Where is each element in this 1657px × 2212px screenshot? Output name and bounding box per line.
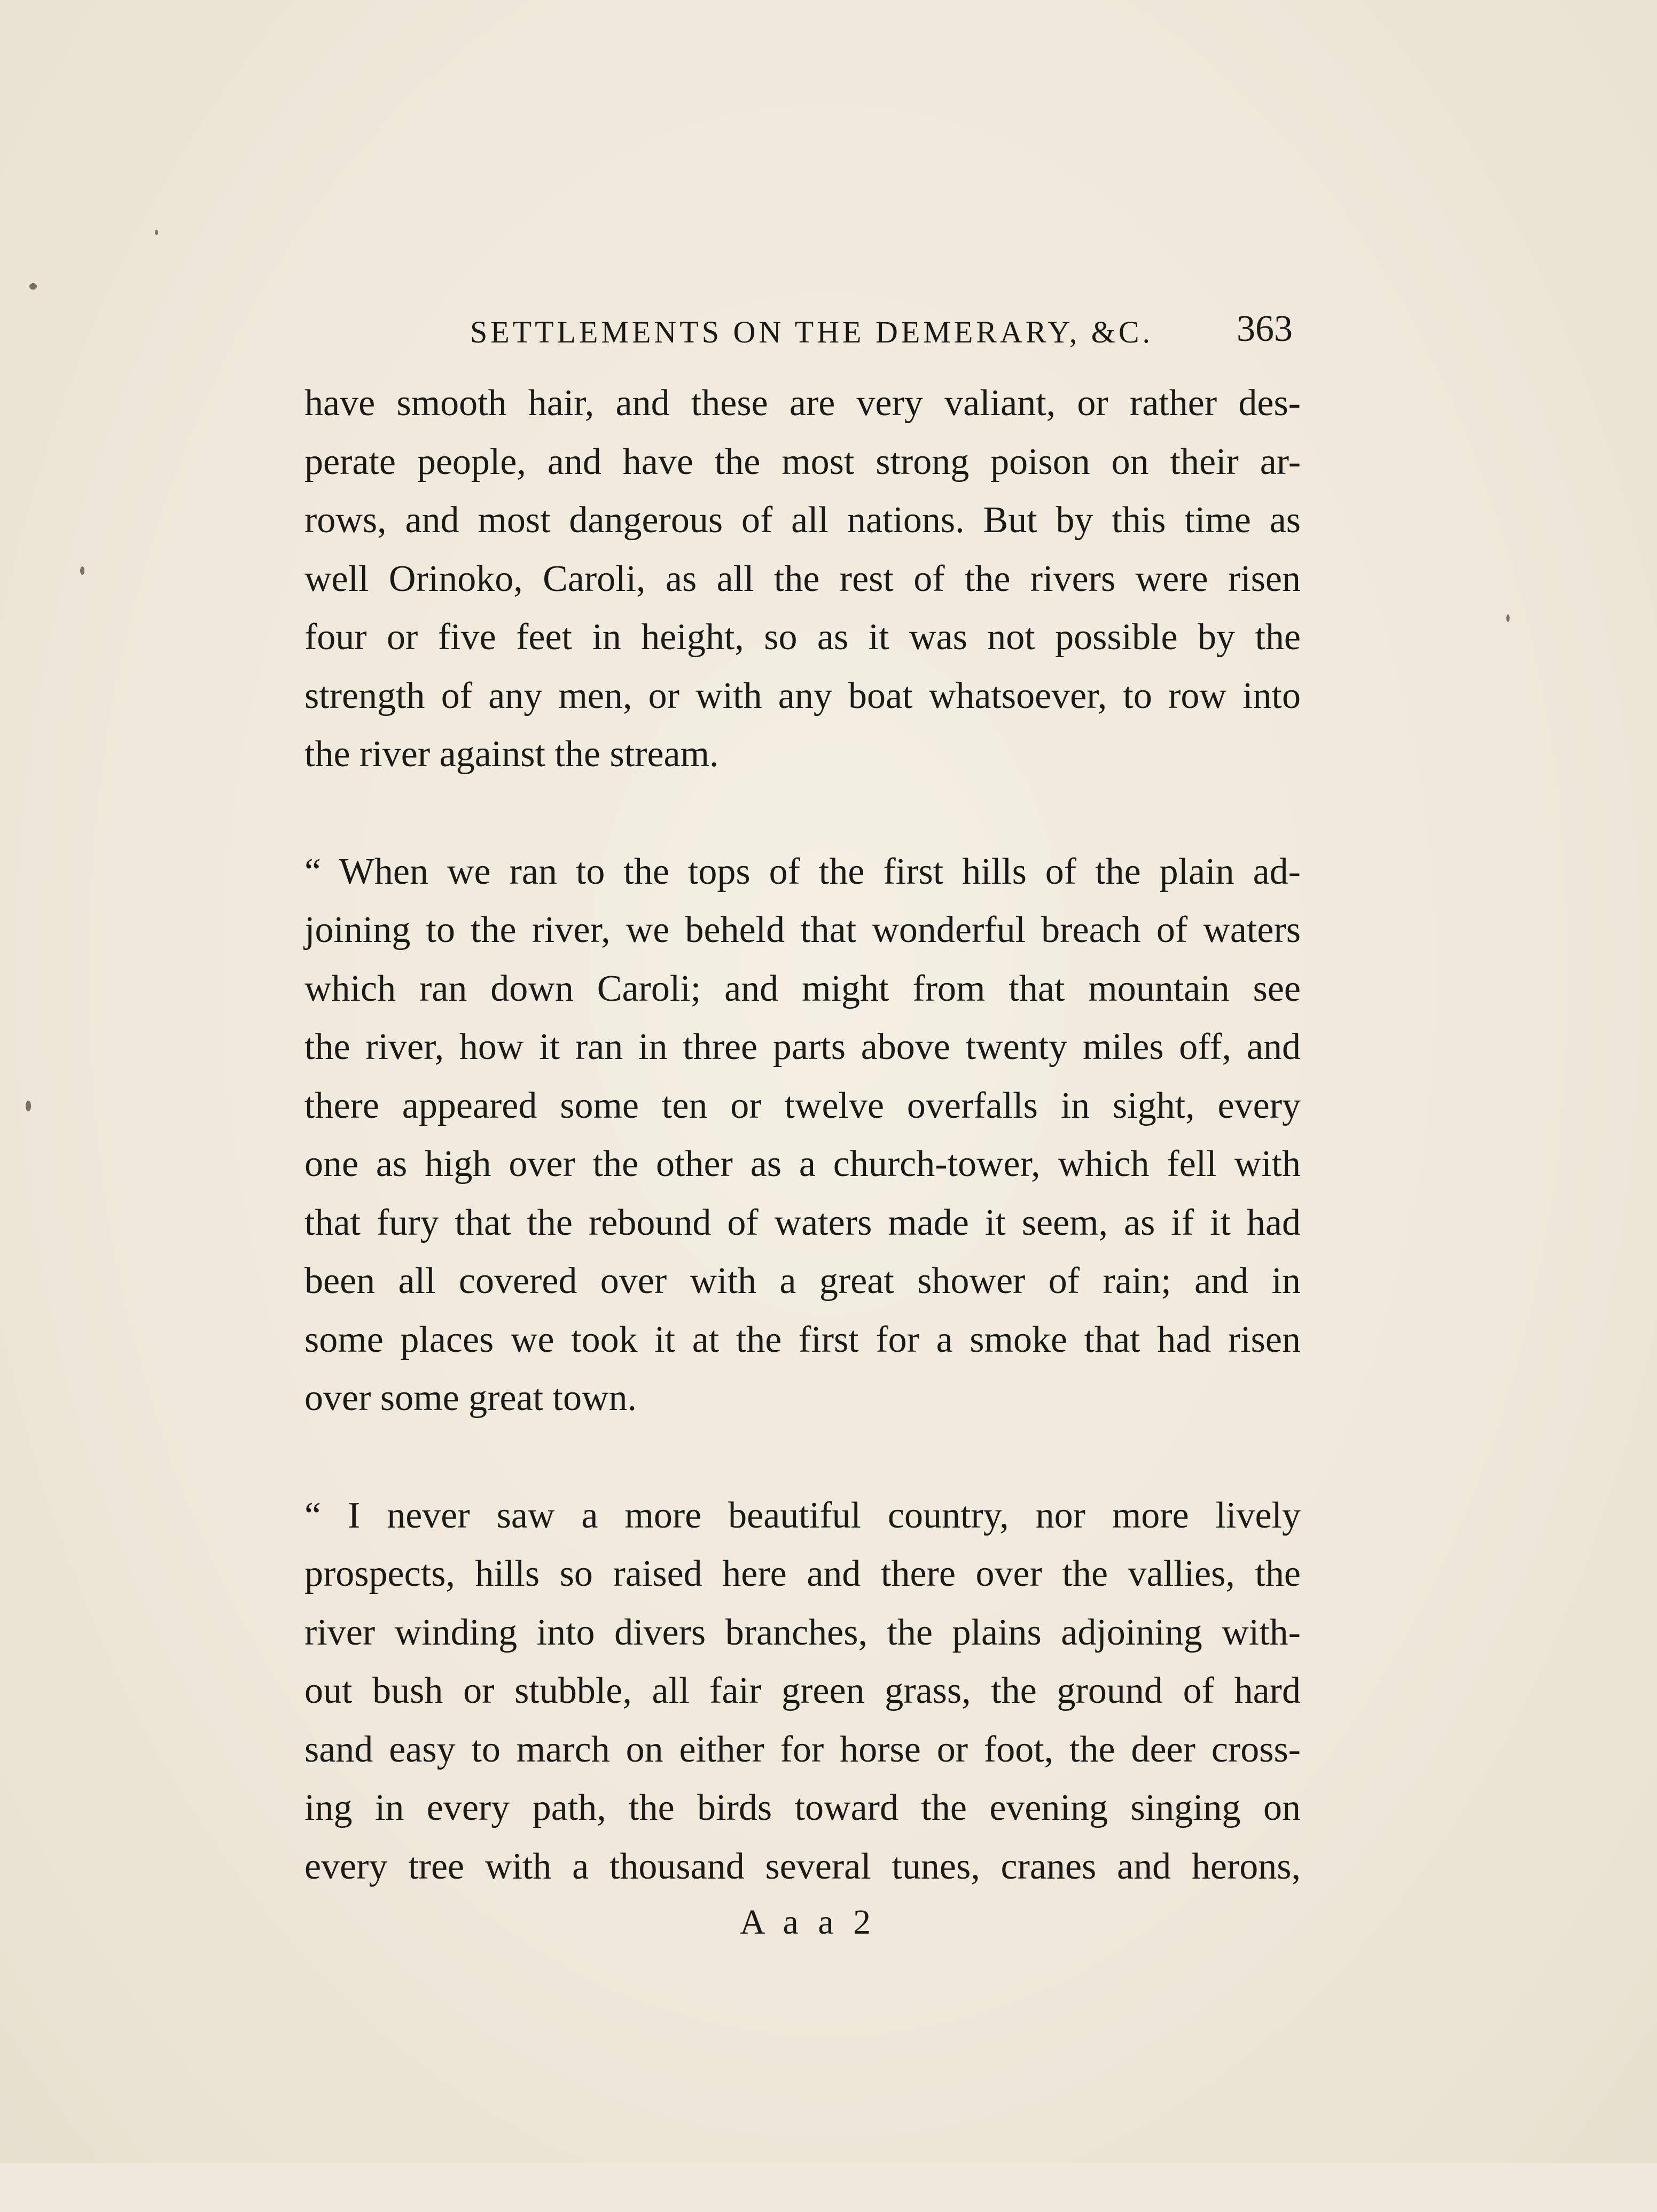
text-line: every tree with a thousand several tunes, cranes and herons, <box>304 1845 1301 1887</box>
signature-mark: A a a 2 <box>740 1903 877 1942</box>
paragraph <box>304 1486 1301 1896</box>
text-line: the river, how it ran in three parts above twenty miles off, and <box>304 1026 1301 1068</box>
page-number: 363 <box>1237 308 1293 349</box>
paragraph-gap <box>304 1428 1301 1486</box>
paper-speck <box>80 566 84 575</box>
text-line: “ When we ran to the tops of the first hills of the plain ad- <box>304 851 1301 892</box>
text-line: four or five feet in height, so as it was not possible by the <box>304 617 1301 658</box>
text-line: perate people, and have the most strong poison on their ar- <box>304 441 1301 482</box>
text-line: rows, and most dangerous of all nations. But by this time as <box>304 500 1301 541</box>
text-line: ing in every path, the birds toward the evening singing on <box>304 1787 1301 1828</box>
paragraph <box>304 374 1301 784</box>
text-line: the river against the stream. <box>304 734 719 775</box>
paper-speck <box>155 230 158 235</box>
text-line: that fury that the rebound of waters made it seem, as if it had <box>304 1202 1301 1243</box>
text-line: strength of any men, or with any boat whatsoever, to row into <box>304 675 1301 716</box>
text-line: over some great town. <box>304 1377 637 1419</box>
text-line: prospects, hills so raised here and there over the vallies, the <box>304 1553 1301 1594</box>
paper-speck <box>29 283 37 290</box>
text-line: there appeared some ten or twelve overfalls in sight, every <box>304 1085 1301 1126</box>
paragraph-gap <box>304 784 1301 843</box>
text-line: joining to the river, we beheld that wonderful breach of waters <box>304 909 1301 951</box>
text-line: have smooth hair, and these are very valiant, or rather des- <box>304 383 1301 424</box>
running-head: SETTLEMENTS ON THE DEMERARY, &C. <box>470 315 1154 349</box>
paragraph <box>304 843 1301 1428</box>
text-line: well Orinoko, Caroli, as all the rest of the rivers were risen <box>304 558 1301 599</box>
text-line: out bush or stubble, all fair green grass, the ground of hard <box>304 1670 1301 1711</box>
paper-speck <box>1506 614 1510 622</box>
text-line: “ I never saw a more beautiful country, nor more lively <box>304 1494 1301 1536</box>
text-line: some places we took it at the first for a smoke that had risen <box>304 1319 1301 1360</box>
body-text <box>304 374 1301 1896</box>
text-line: been all covered over with a great shower of rain; and in <box>304 1260 1301 1302</box>
text-line: which ran down Caroli; and might from that mountain see <box>304 968 1301 1009</box>
text-line: river winding into divers branches, the plains adjoining with- <box>304 1611 1301 1653</box>
page-header <box>304 308 1293 362</box>
text-line: sand easy to march on either for horse or foot, the deer cross- <box>304 1728 1301 1770</box>
text-line: one as high over the other as a church-tower, which fell with <box>304 1143 1301 1185</box>
paper-speck <box>26 1101 31 1111</box>
